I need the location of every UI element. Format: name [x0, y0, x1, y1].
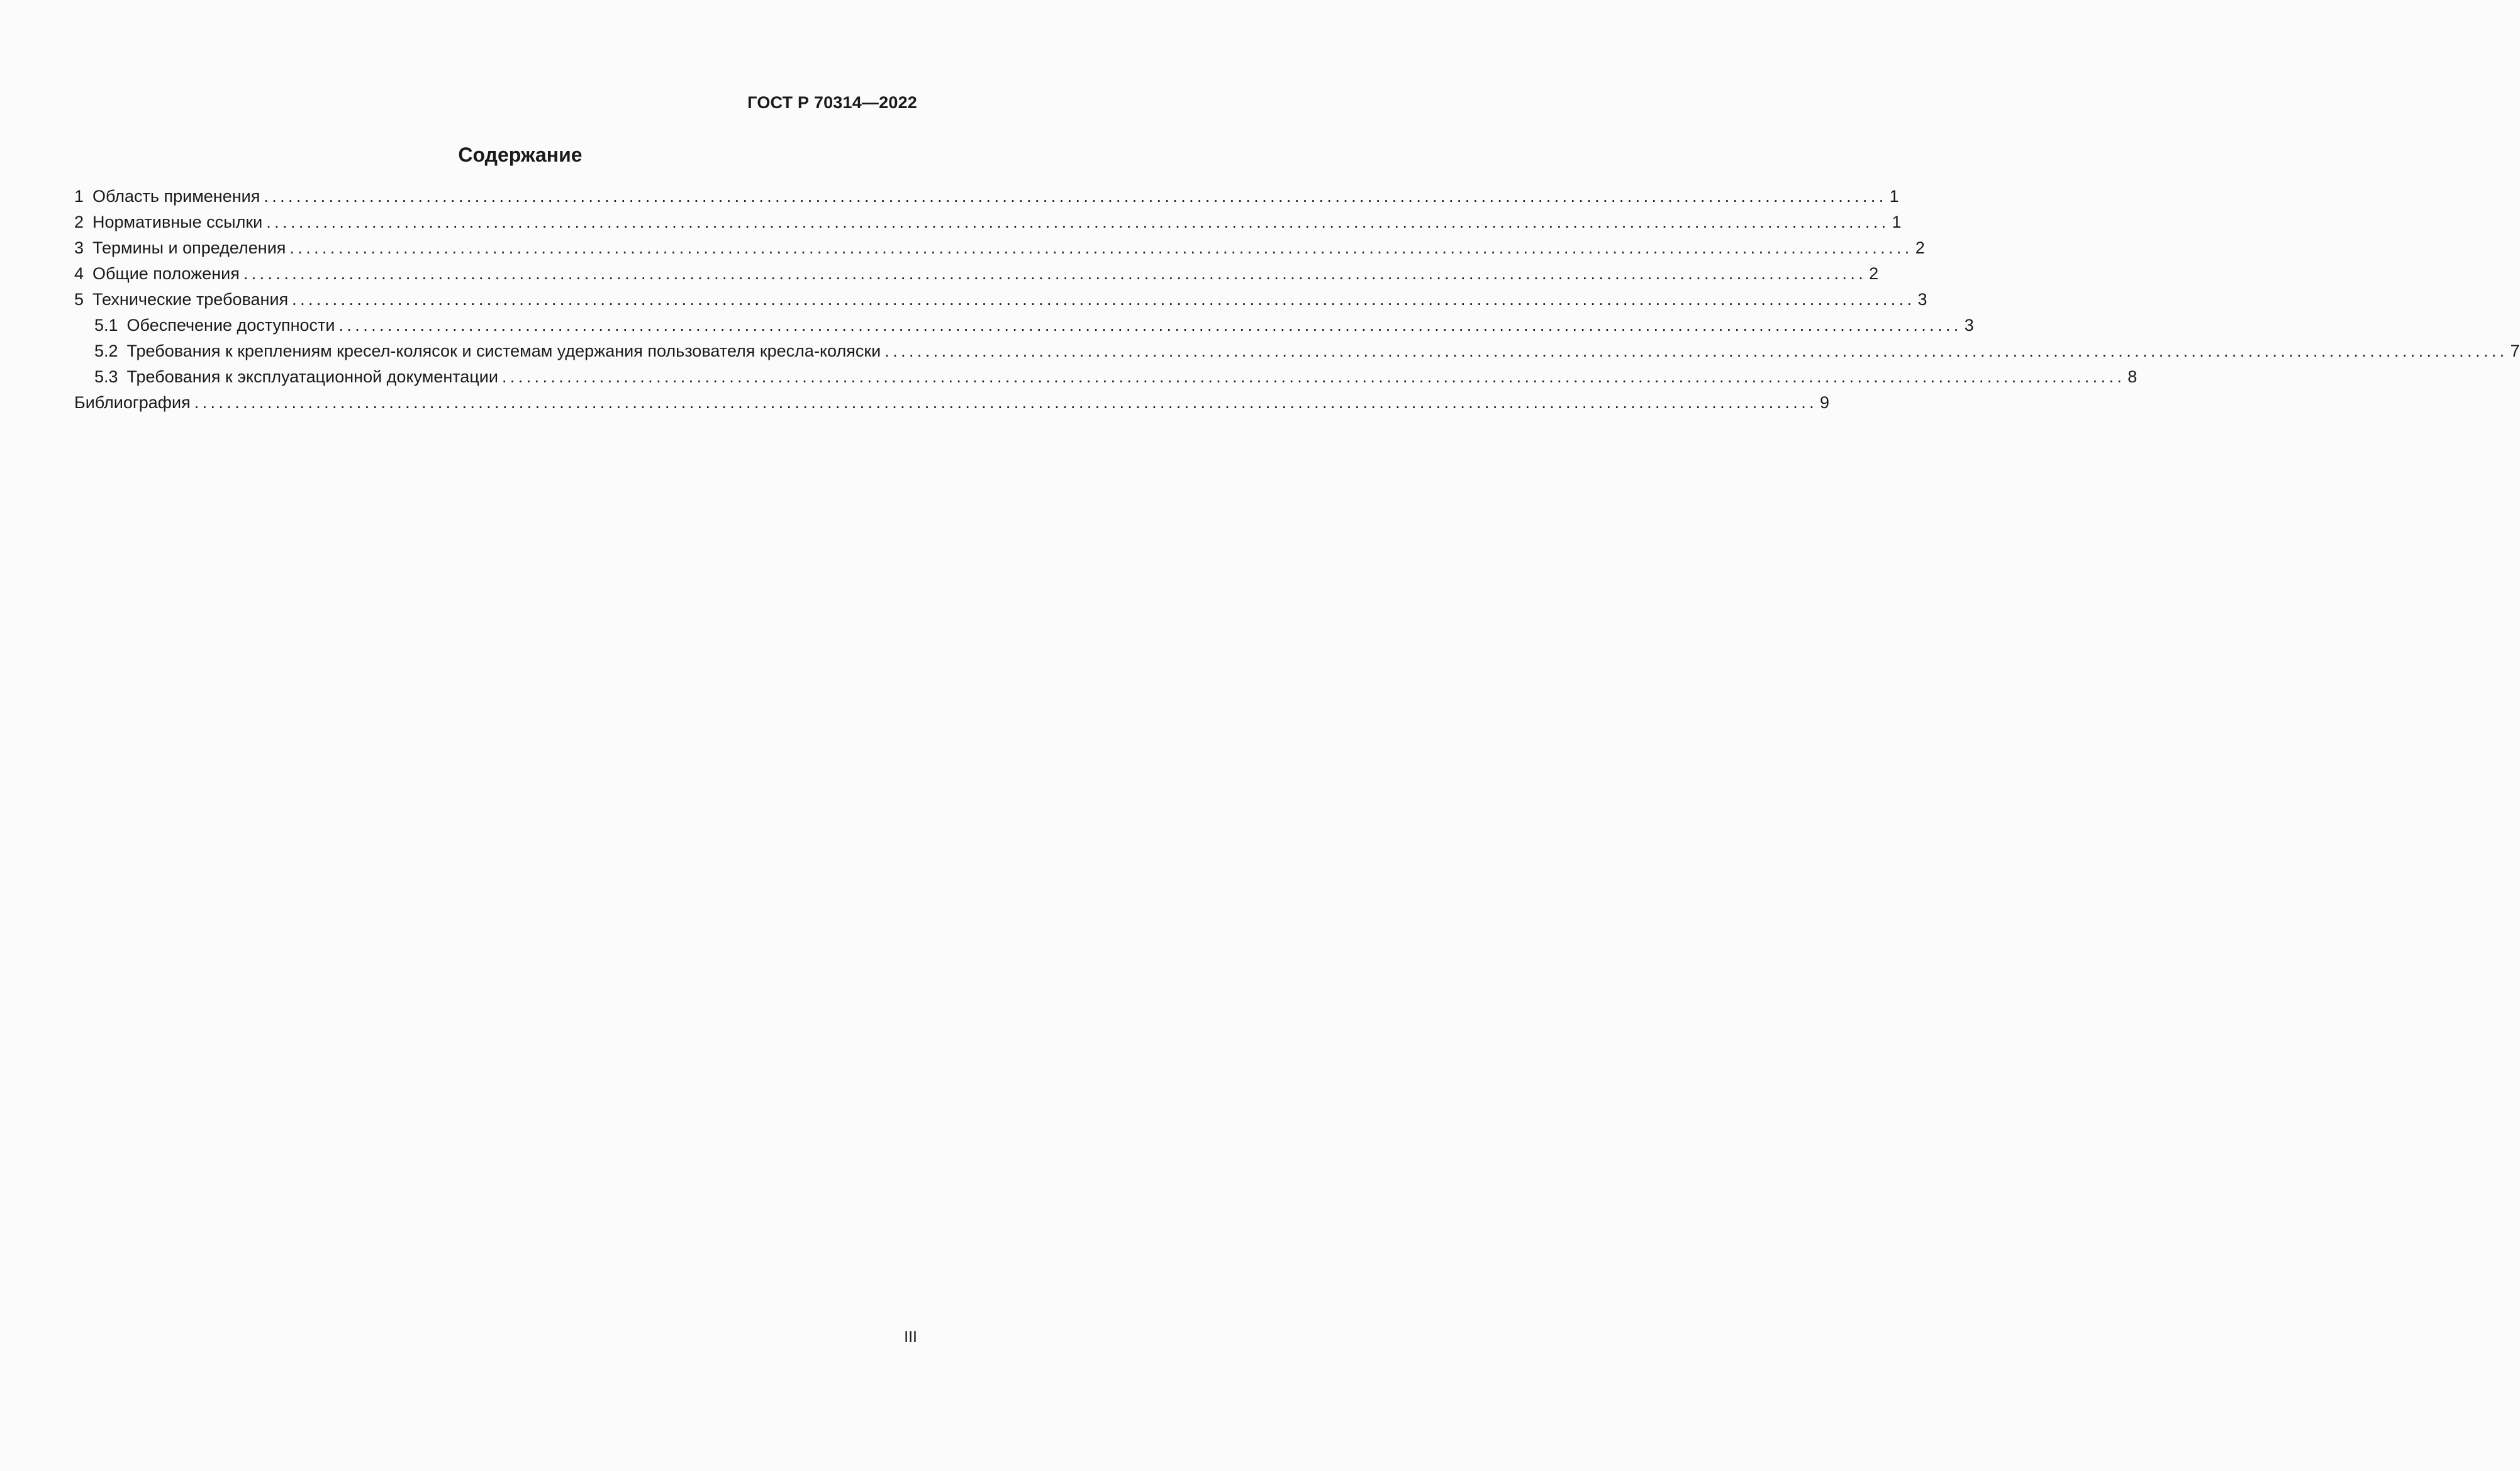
toc-entry-page: 2 — [1915, 238, 1925, 257]
toc-entry-accessibility[interactable] — [74, 313, 1974, 338]
toc-entry-terms[interactable] — [74, 235, 1925, 261]
toc-entry-normative-references[interactable] — [74, 209, 1902, 235]
toc-entry-title: Технические требования — [92, 290, 289, 309]
toc-entry-number: 5.2 — [94, 341, 118, 360]
toc-entry-title: Библиография — [74, 393, 191, 412]
standard-code: ГОСТ Р 70314—2022 — [747, 93, 917, 112]
toc-entry-title: Область применения — [92, 187, 260, 206]
dot-leader: ........................................................................................................................................................................................................ — [266, 213, 1890, 231]
dot-leader: ........................................................................................................................................................................................................ — [194, 393, 1817, 412]
toc-entry-title: Требования к креплениям кресел-колясок и системам удержания пользователя кресла-коляски — [126, 341, 881, 360]
toc-entry-technical-requirements[interactable] — [74, 287, 1927, 313]
dot-leader: ........................................................................................................................................................................................................ — [292, 290, 1915, 309]
page-number: III — [904, 1328, 917, 1346]
toc-entry-bibliography[interactable] — [74, 390, 1830, 416]
toc-entry-title: Нормативные ссылки — [92, 213, 263, 231]
toc-entry-title: Термины и определения — [92, 238, 286, 257]
toc-entry-page: 1 — [1889, 187, 1899, 206]
toc-entry-number: 2 — [74, 213, 84, 231]
toc-title: Содержание — [458, 143, 583, 166]
toc-entry-page: 2 — [1869, 264, 1879, 283]
table-of-contents — [74, 184, 2520, 416]
dot-leader: ........................................................................................................................................................................................................ — [243, 264, 1867, 283]
toc-entry-page: 1 — [1892, 213, 1902, 231]
toc-entry-page: 3 — [1917, 290, 1927, 309]
toc-entry-title: Требования к эксплуатационной документации — [126, 367, 498, 386]
toc-entry-page: 3 — [1964, 316, 1974, 335]
toc-entry-title: Общие положения — [92, 264, 240, 283]
toc-entry-number: 5 — [74, 290, 84, 309]
dot-leader: ........................................................................................................................................................................................................ — [289, 238, 1913, 257]
toc-entry-number: 5.3 — [94, 367, 118, 386]
toc-entry-operating-documentation[interactable] — [74, 364, 2138, 390]
toc-entry-page: 9 — [1820, 393, 1830, 412]
toc-entry-number: 1 — [74, 187, 84, 206]
toc-entry-number: 5.1 — [94, 316, 118, 335]
toc-entry-scope[interactable] — [74, 184, 1899, 209]
toc-entry-page: 7 — [2510, 341, 2520, 360]
dot-leader: ........................................................................................................................................................................................................ — [501, 367, 2126, 386]
dot-leader: ........................................................................................................................................................................................................ — [338, 316, 1962, 335]
dot-leader: ........................................................................................................................................................................................................ — [884, 341, 2508, 360]
toc-entry-number: 3 — [74, 238, 84, 257]
toc-entry-page: 8 — [2127, 367, 2138, 386]
toc-entry-number: 4 — [74, 264, 84, 283]
toc-entry-title: Обеспечение доступности — [126, 316, 335, 335]
toc-entry-wheelchair-securement[interactable] — [74, 338, 2520, 364]
toc-entry-general-provisions[interactable] — [74, 261, 1879, 287]
dot-leader: ........................................................................................................................................................................................................ — [264, 187, 1887, 206]
